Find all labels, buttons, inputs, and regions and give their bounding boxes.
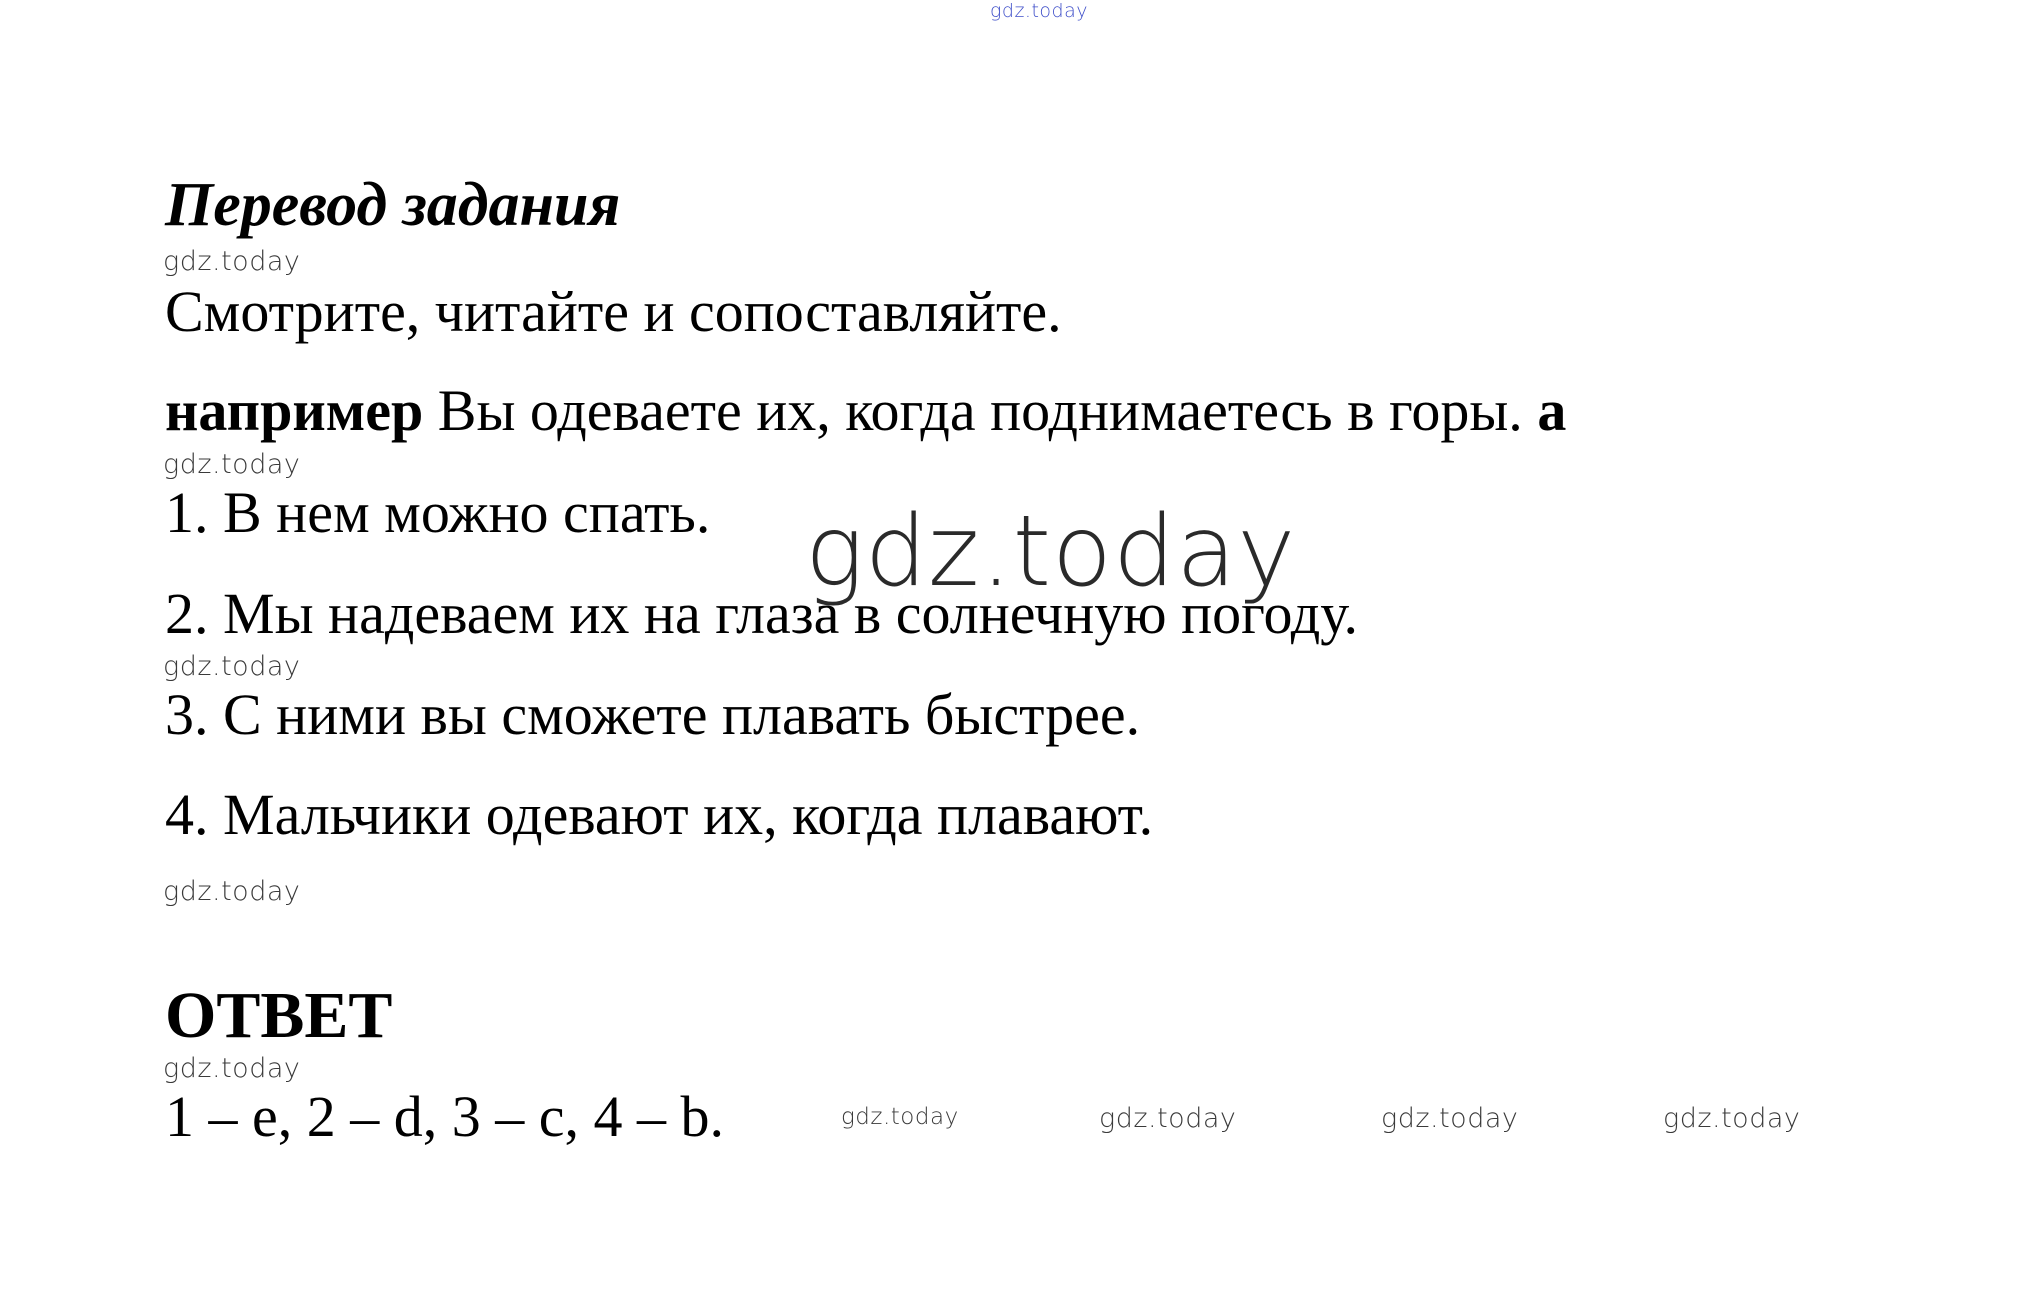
example-text: Вы одеваете их, когда поднимаетесь в горы. bbox=[423, 378, 1538, 443]
example-line bbox=[165, 378, 1567, 443]
watermark-4: gdz.today bbox=[163, 876, 301, 907]
task-item-1: 1. В нем можно спать. bbox=[165, 480, 711, 545]
answer-heading: ОТВЕТ bbox=[165, 979, 393, 1052]
watermark-8: gdz.today bbox=[1381, 1103, 1519, 1134]
watermark-3: gdz.today bbox=[163, 651, 301, 682]
task-heading: Перевод задания bbox=[165, 171, 621, 239]
task-item-3: 3. С ними вы сможете плавать быстрее. bbox=[165, 682, 1141, 747]
task-item-2: 2. Мы надеваем их на глаза в солнечную погоду. bbox=[165, 581, 1358, 646]
watermark-9: gdz.today bbox=[1663, 1103, 1801, 1134]
answer-text: 1 – e, 2 – d, 3 – c, 4 – b. bbox=[165, 1084, 724, 1149]
example-label: например bbox=[165, 378, 424, 443]
example-answer: a bbox=[1537, 378, 1567, 443]
watermark-6: gdz.today bbox=[841, 1104, 959, 1130]
watermark-top: gdz.today bbox=[990, 0, 1088, 22]
task-item-4: 4. Мальчики одевают их, когда плавают. bbox=[165, 782, 1154, 847]
watermark-2: gdz.today bbox=[163, 449, 301, 480]
watermark-1: gdz.today bbox=[163, 246, 301, 277]
watermark-big: gdz.today bbox=[805, 495, 1297, 609]
task-instruction: Смотрите, читайте и сопоставляйте. bbox=[165, 279, 1062, 344]
watermark-7: gdz.today bbox=[1099, 1103, 1237, 1134]
watermark-5: gdz.today bbox=[163, 1053, 301, 1084]
